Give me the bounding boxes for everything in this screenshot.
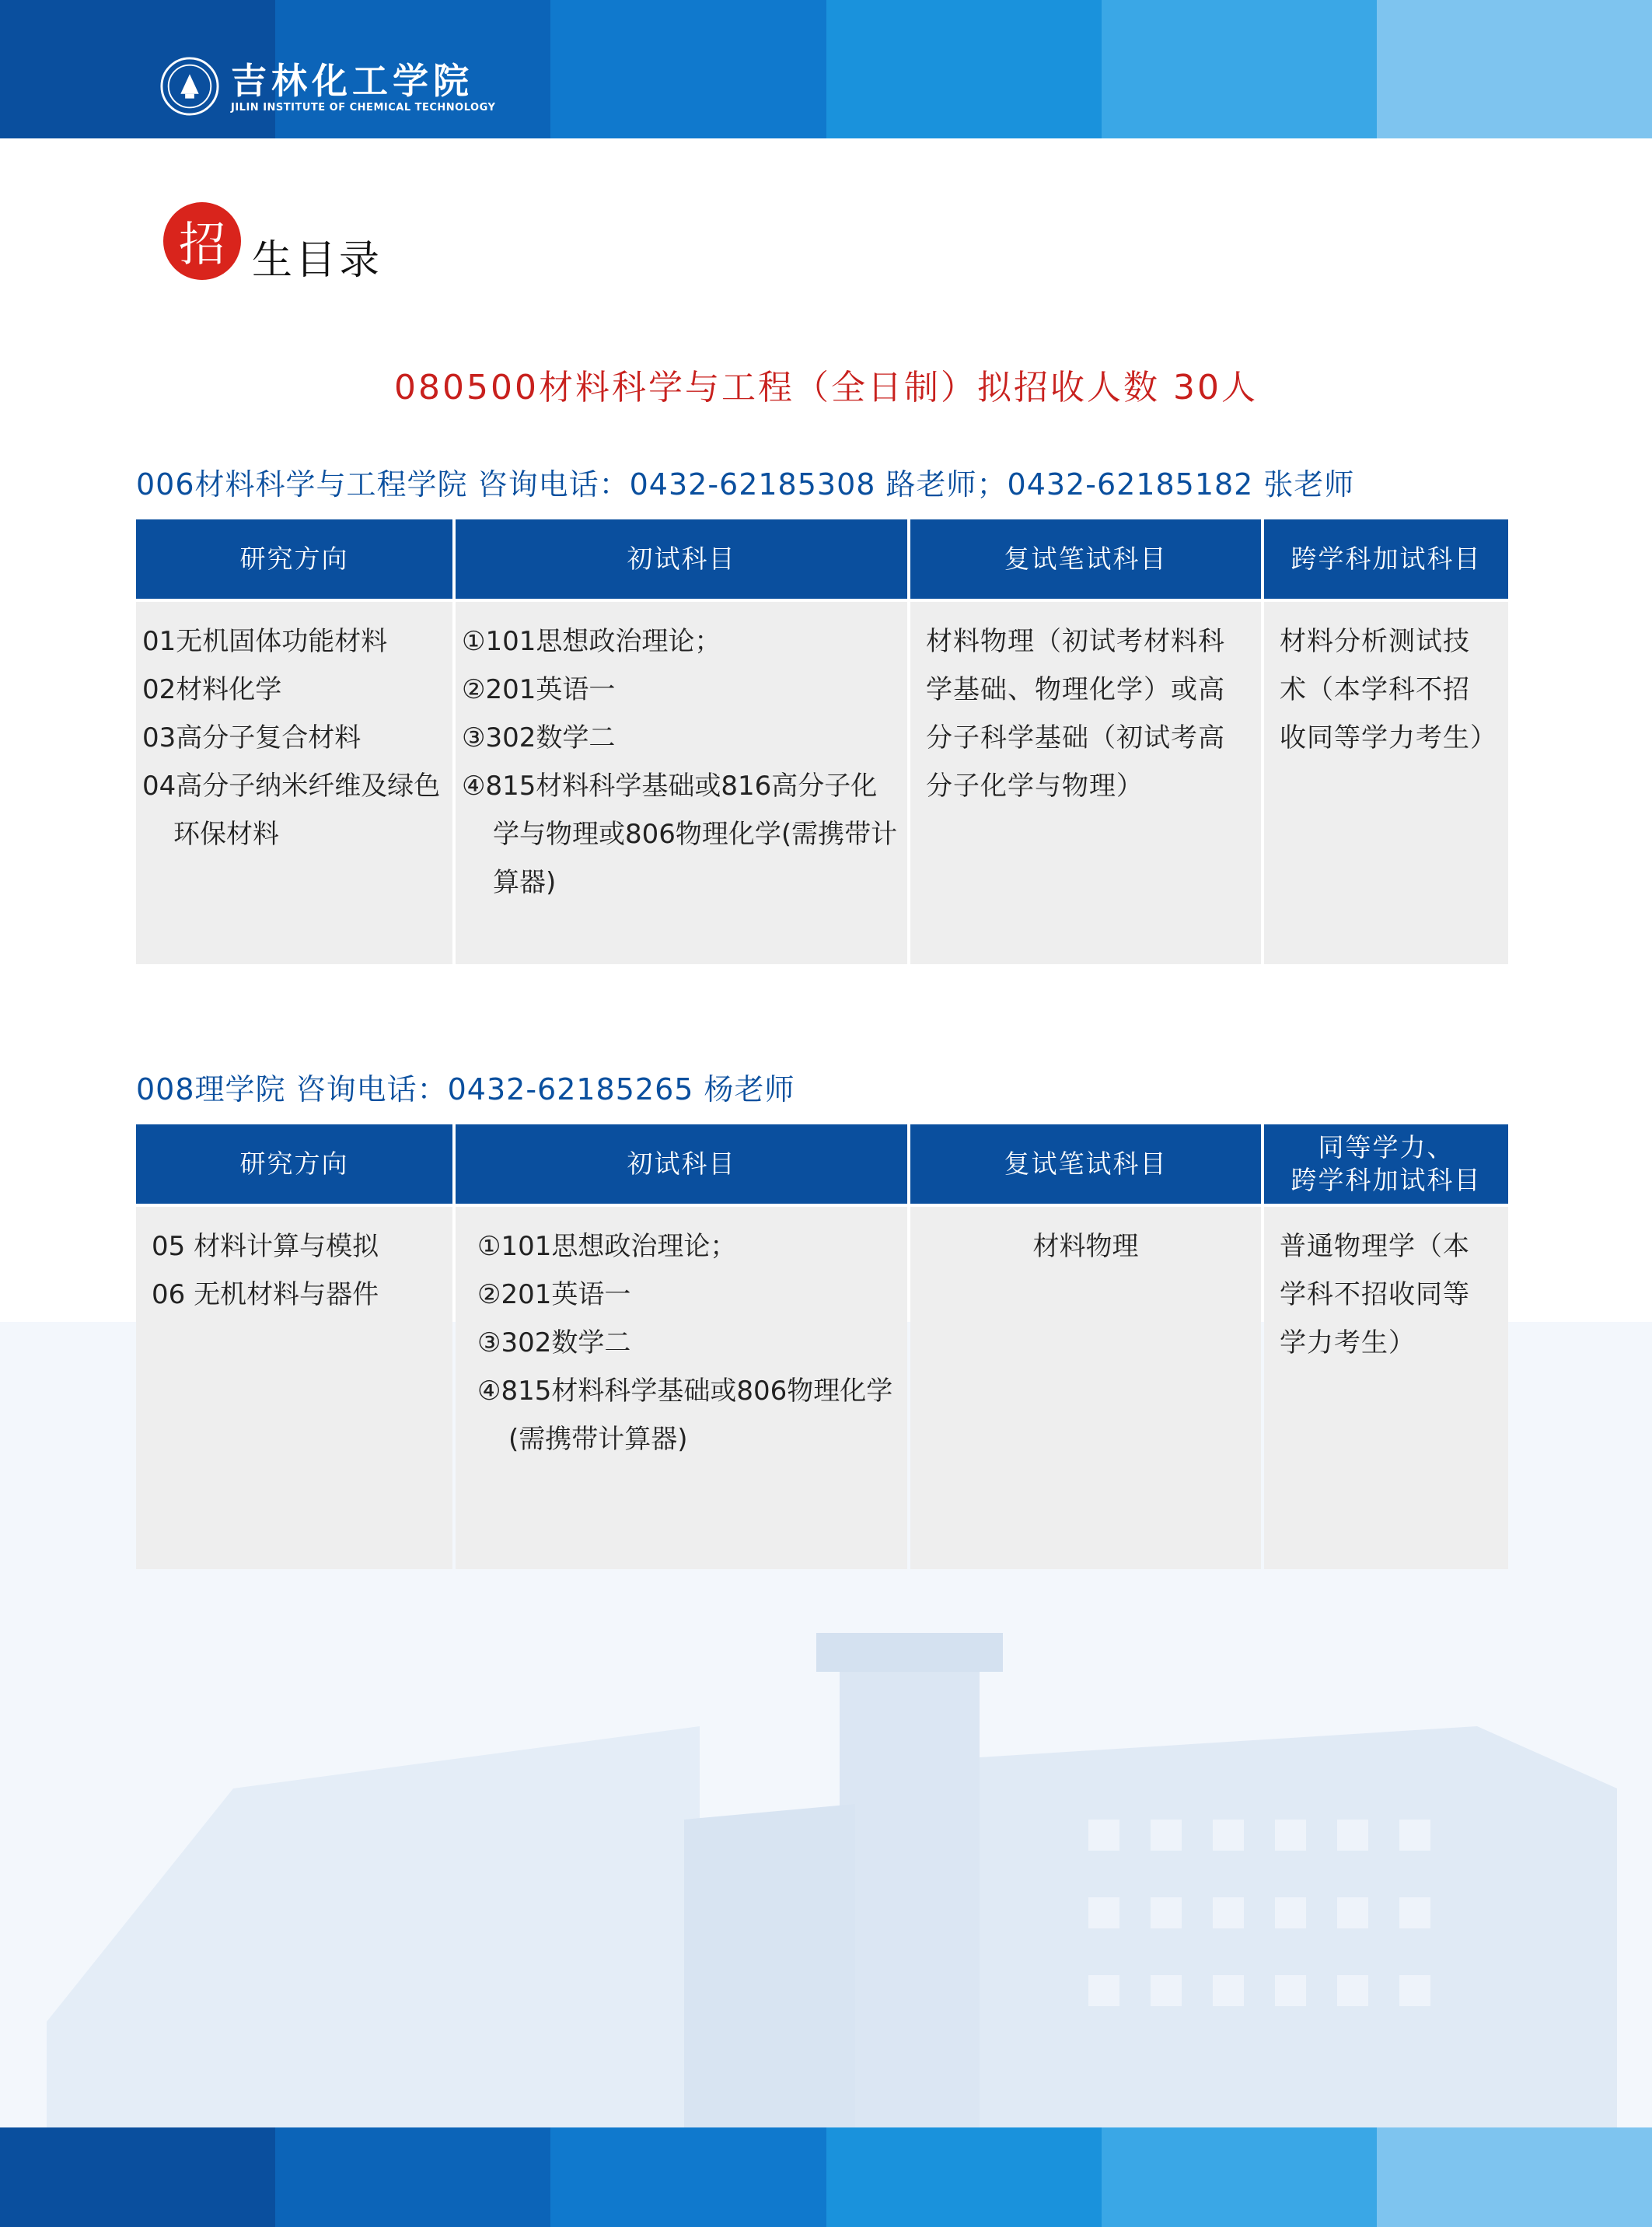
exam-item: ①101思想政治理论；: [477, 1231, 737, 1262]
extra-text: 材料分析测试技术（本学科不招收同等学力考生）: [1280, 626, 1497, 753]
header-extra: 跨学科加试科目: [1264, 519, 1508, 599]
direction-item: 06 无机材料与器件: [152, 1279, 379, 1310]
table-dept-008: [136, 1124, 1508, 1569]
cell-retest: [910, 1207, 1261, 1569]
retest-text: 材料物理（初试考材料科学基础、物理化学）或高分子科学基础（初试考高分子化学与物理）: [926, 626, 1225, 802]
exam-item: ②201英语一: [462, 674, 616, 705]
direction-item: 04高分子纳米纤维及绿色环保材料: [142, 771, 441, 850]
header-direction: 研究方向: [136, 519, 452, 599]
cell-exams: [456, 602, 907, 964]
header-direction: 研究方向: [136, 1124, 452, 1204]
exam-item: ②201英语一: [477, 1279, 631, 1310]
heading-text: 生目录: [252, 237, 383, 284]
direction-item: 02材料化学: [142, 674, 282, 705]
exam-item: ④815材料科学基础或816高分子化学与物理或806物理化学(需携带计算器): [462, 771, 898, 898]
direction-item: 01无机固体功能材料: [142, 626, 388, 657]
bottom-color-band: [0, 2127, 1652, 2227]
cell-exams: [456, 1207, 907, 1569]
major-title: 080500材料科学与工程（全日制）拟招收人数 30人: [394, 368, 1258, 407]
table-dept-006: [136, 519, 1508, 964]
header-extra-line2: 跨学科加试科目: [1291, 1165, 1482, 1195]
direction-item: 05 材料计算与模拟: [152, 1231, 379, 1262]
university-logo: [159, 56, 495, 117]
cell-retest: [910, 602, 1261, 964]
cell-extra: [1264, 1207, 1508, 1569]
header-retest: 复试笔试科目: [910, 1124, 1261, 1204]
retest-text: 材料物理: [1032, 1231, 1139, 1262]
exam-item: ③302数学二: [477, 1327, 631, 1358]
dept-006-heading: 006材料科学与工程学院 咨询电话：0432-62185308 路老师；0432-62185182 张老师: [136, 467, 1355, 502]
exam-item: ④815材料科学基础或806物理化学(需携带计算器): [477, 1376, 893, 1455]
header-retest: 复试笔试科目: [910, 519, 1261, 599]
exam-item: ③302数学二: [462, 722, 616, 753]
cell-directions: [136, 602, 452, 964]
direction-item: 03高分子复合材料: [142, 722, 361, 753]
heading-badge: 招: [163, 202, 241, 280]
cell-extra: [1264, 602, 1508, 964]
header-initial-exam: 初试科目: [456, 1124, 907, 1204]
header-extra: [1264, 1124, 1508, 1204]
logo-english-name: JILIN INSTITUTE OF CHEMICAL TECHNOLOGY: [231, 101, 496, 114]
dept-008-heading: 008理学院 咨询电话：0432-62185265 杨老师: [136, 1072, 795, 1107]
university-emblem-icon: [159, 56, 220, 117]
header-initial-exam: 初试科目: [456, 519, 907, 599]
header-extra-line1: 同等学力、: [1318, 1132, 1455, 1162]
section-heading: [163, 196, 382, 285]
exam-item: ①101思想政治理论；: [462, 626, 721, 657]
cell-directions: [136, 1207, 452, 1569]
logo-chinese-name: 吉林化工学院: [231, 59, 473, 102]
extra-text: 普通物理学（本学科不招收同等学力考生）: [1280, 1231, 1470, 1358]
